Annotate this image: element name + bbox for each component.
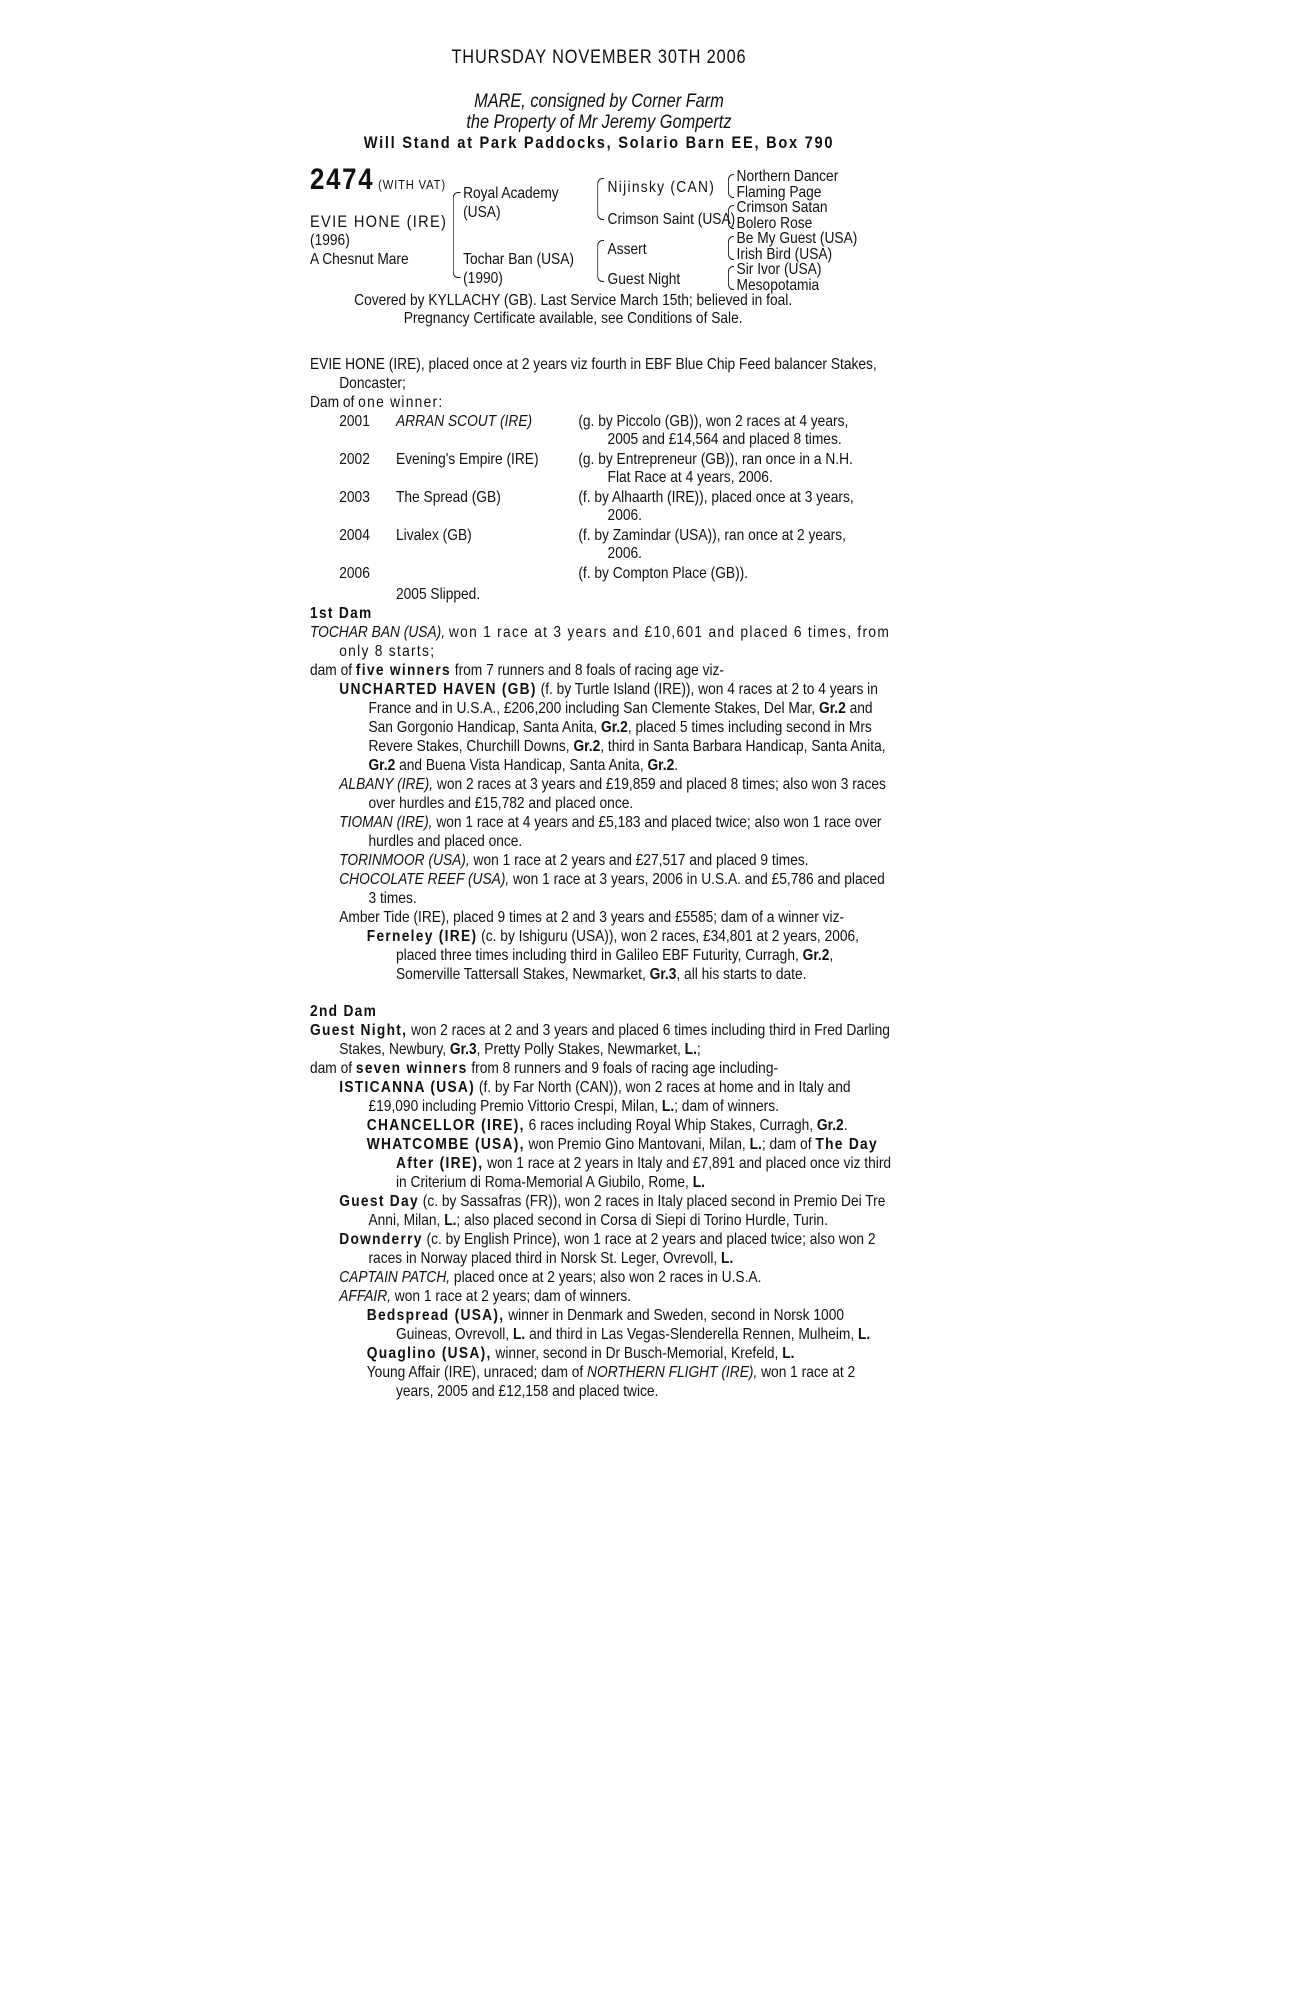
progeny-entry: [310, 813, 895, 851]
ancestor-8: Mesopotamia: [736, 277, 820, 294]
progeny-text: and San Gorgonio Handicap, Santa Anita,: [368, 700, 873, 736]
progeny-text: ; dam of: [761, 1136, 812, 1153]
grand-progeny-entry: [310, 927, 895, 984]
produce-name: The Spread (GB): [396, 489, 501, 506]
progeny-text: winner, second in Dr Busch-Memorial, Krefeld,: [495, 1345, 779, 1362]
horse-name: EVIE HONE (IRE): [310, 212, 448, 231]
lot-heading: [310, 163, 446, 196]
produce-detail: (g. by Piccolo (GB)), won 2 races at 4 years,: [578, 413, 849, 430]
listed-grade: L.: [782, 1345, 795, 1362]
produce-name: Livalex (GB): [396, 527, 472, 544]
winners-rest: from 7 runners and 8 foals of racing age viz-: [454, 662, 724, 679]
winners-rest: from 8 runners and 9 foals of racing age including-: [471, 1060, 779, 1077]
listed-grade: L.: [661, 1098, 675, 1115]
dam-of-label: dam of: [310, 1060, 353, 1077]
first-dam-record-text: won 1 race at 3 years and £10,601 and placed 6 times, from only 8 starts;: [339, 624, 891, 660]
progeny-text: and Buena Vista Handicap, Santa Anita,: [399, 757, 644, 774]
progeny-text: won 1 race at 2 years and £27,517 and placed 9 times.: [473, 852, 809, 869]
progeny-name: TIOMAN (IRE),: [339, 814, 433, 831]
stand-location: Will Stand at Park Paddocks, Solario Barn EE, Box 790: [363, 133, 835, 152]
slipped-note: 2005 Slipped.: [396, 586, 481, 603]
progeny-text: (c. by Ishiguru (USA)), won 2 races, £34,801 at 2 years, 2006, placed three times including third in Galileo EBF Futurity, Curragh,: [396, 928, 860, 964]
progeny-entry: [310, 1287, 895, 1306]
produce-detail-cont: 2006.: [607, 545, 643, 562]
produce-year: 2002: [339, 451, 370, 468]
ancestor-4: Bolero Rose: [736, 215, 813, 232]
progeny-text: winner in Denmark and Sweden, second in Norsk 1000 Guineas, Ovrevoll,: [396, 1307, 844, 1343]
progeny-name: UNCHARTED HAVEN (GB): [339, 681, 537, 698]
progeny-entry: Amber Tide (IRE), placed 9 times at 2 and 3 years and £5585; dam of a winner viz-: [339, 909, 845, 926]
grand-progeny-entry: [310, 1363, 895, 1401]
progeny-name: The Day After (IRE),: [396, 1136, 878, 1172]
winners-count: seven winners: [355, 1060, 468, 1077]
dam-of-line: [310, 393, 895, 412]
first-dam-heading: 1st Dam: [310, 605, 373, 622]
grand-progeny-entry: [310, 1135, 895, 1192]
progeny-text: won 1 race at 2 years; dam of winners.: [394, 1288, 632, 1305]
progeny-entry: [310, 1268, 895, 1287]
group-grade: Gr.3: [649, 966, 677, 983]
listed-grade: L.: [513, 1326, 526, 1343]
produce-section: [310, 355, 895, 604]
first-dam-name: TOCHAR BAN (USA),: [310, 624, 446, 641]
progeny-entry: [310, 870, 895, 908]
listed-grade: L.: [749, 1136, 762, 1153]
second-dam-heading: 2nd Dam: [310, 1003, 378, 1020]
progeny-name: NORTHERN FLIGHT (IRE),: [587, 1364, 758, 1381]
produce-row: [310, 412, 895, 450]
produce-detail-cont: 2005 and £14,564 and placed 8 times.: [607, 431, 842, 448]
second-dam-record: Guest Night, won 2 races at 2 and 3 years and placed 6 times including third in Fred Darling Stakes, Newbury, Gr.3, Pretty Polly Stakes, Newmarket, L.;: [310, 1022, 890, 1058]
vat-note: (WITH VAT): [378, 177, 446, 192]
progeny-text: , placed 5 times including second in Mrs Revere Stakes, Churchill Downs,: [368, 719, 872, 755]
sire-sire: Nijinsky (CAN): [607, 179, 716, 196]
covering-note: [310, 292, 836, 328]
produce-row: [310, 526, 895, 564]
group-grade: Gr.2: [818, 700, 846, 717]
produce-detail-cont: Flat Race at 4 years, 2006.: [607, 469, 773, 486]
winners-count: five winners: [355, 662, 451, 679]
sire-name: Royal Academy: [463, 185, 559, 202]
progeny-name: Quaglino (USA),: [366, 1345, 492, 1362]
produce-row: [310, 488, 895, 526]
progeny-name: Ferneley (IRE): [366, 928, 478, 945]
listed-grade: L.: [684, 1041, 697, 1058]
sire-dam: Crimson Saint (USA): [607, 211, 736, 228]
produce-year: 2001: [339, 413, 370, 430]
produce-name: ARRAN SCOUT (IRE): [396, 413, 533, 430]
ancestor-1: Northern Dancer: [736, 168, 839, 185]
sale-date: THURSDAY NOVEMBER 30TH 2006: [451, 47, 747, 68]
horse-description: A Chesnut Mare: [310, 251, 409, 268]
pedigree-brace: [728, 205, 734, 229]
progeny-text: won 1 race at 4 years and £5,183 and placed twice; also won 1 race over hurdles and placed once.: [368, 814, 882, 850]
ancestor-5: Be My Guest (USA): [736, 230, 858, 247]
first-dam-section: [310, 604, 895, 984]
progeny-entry: [310, 851, 895, 870]
pedigree-brace: [597, 178, 604, 220]
lot-number: 2474: [310, 163, 375, 196]
pedigree-brace: [728, 266, 734, 290]
listed-grade: L.: [692, 1174, 705, 1191]
grand-progeny-entry: [310, 1306, 895, 1344]
group-grade: Gr.2: [816, 1117, 844, 1134]
progeny-text: Young Affair (IRE), unraced; dam of: [366, 1364, 584, 1381]
progeny-text: , all his starts to date.: [676, 966, 807, 983]
progeny-text: ; dam of winners.: [674, 1098, 779, 1115]
progeny-name: Bedspread (USA),: [366, 1307, 505, 1324]
sire-country: (USA): [463, 204, 501, 221]
progeny-name: Guest Day: [339, 1193, 419, 1210]
progeny-name: Downderry: [339, 1231, 423, 1248]
progeny-name: ISTICANNA (USA): [339, 1079, 476, 1096]
grand-progeny-entry: [310, 1344, 895, 1363]
produce-detail-cont: 2006.: [607, 507, 643, 524]
progeny-entry: UNCHARTED HAVEN (GB) (f. by Turtle Island (IRE)), won 4 races at 2 to 4 years in France and in U.S.A., £206,200 including San Clemente Stakes, Del Mar, Gr.2 and San Gorgonio Handicap, Santa Anita, Gr.2, placed 5 times including second in Mrs Revere Stakes, Churchill Downs, Gr.2, third in Santa Barbara Handicap, Santa Anita, Gr.2 and Buena Vista Handicap, Santa Anita, Gr.2.: [339, 681, 886, 774]
first-dam-winners: [310, 661, 895, 680]
group-grade: Gr.2: [573, 738, 601, 755]
pedigree-block: [310, 163, 895, 327]
progeny-text: won Premio Gino Mantovani, Milan,: [528, 1136, 746, 1153]
progeny-entry: [310, 1230, 895, 1268]
dam-name: Tochar Ban (USA): [463, 251, 574, 268]
produce-name: Evening's Empire (IRE): [396, 451, 539, 468]
progeny-text: won 1 race at 2 years, 2005 and £12,158 and placed twice.: [396, 1364, 856, 1400]
progeny-text: won 1 race at 3 years, 2006 in U.S.A. and £5,786 and placed 3 times.: [368, 871, 885, 907]
progeny-entry: [310, 1078, 895, 1116]
progeny-name: TORINMOOR (USA),: [339, 852, 470, 869]
ancestor-7: Sir Ivor (USA): [736, 261, 822, 278]
pregnancy-line: Pregnancy Certificate available, see Conditions of Sale.: [403, 310, 743, 327]
progeny-entry: [310, 1192, 895, 1230]
progeny-text: placed once at 2 years; also won 2 races in U.S.A.: [453, 1269, 762, 1286]
group-grade: Gr.2: [647, 757, 675, 774]
second-dam-name: Guest Night,: [310, 1022, 408, 1039]
group-grade: Gr.2: [802, 947, 830, 964]
progeny-text: 6 races including Royal Whip Stakes, Curragh,: [528, 1117, 814, 1134]
progeny-name: WHATCOMBE (USA),: [366, 1136, 525, 1153]
group-grade: Gr.2: [601, 719, 628, 736]
produce-year: 2006: [339, 565, 370, 582]
first-dam-record: [310, 623, 895, 661]
progeny-text: (f. by Turtle Island (IRE)), won 4 races at 2 to 4 years in France and in U.S.A., £206,200 including San Clemente Stakes, Del Mar,: [368, 681, 878, 717]
produce-detail: (g. by Entrepreneur (GB)), ran once in a N.H.: [578, 451, 853, 468]
ancestor-2: Flaming Page: [736, 184, 822, 201]
dam-of-count: one winner:: [358, 394, 444, 411]
produce-detail: (f. by Zamindar (USA)), ran once at 2 years,: [578, 527, 846, 544]
property-line: the Property of Mr Jeremy Gompertz: [466, 112, 732, 133]
produce-row: [310, 564, 895, 585]
pedigree-brace: [453, 192, 461, 278]
produce-detail: (f. by Alhaarth (IRE)), placed once at 3 years,: [578, 489, 854, 506]
pedigree-brace: [728, 236, 734, 260]
catalogue-page: [310, 48, 895, 1401]
dam-year: (1990): [463, 270, 503, 287]
progeny-text: (c. by Sassafras (FR)), won 2 races in Italy placed second in Premio Dei Tre Anni, Milan,: [368, 1193, 886, 1229]
ancestor-6: Irish Bird (USA): [736, 246, 833, 263]
listed-grade: L.: [444, 1212, 457, 1229]
produce-year: 2003: [339, 489, 370, 506]
ancestor-3: Crimson Satan: [736, 199, 828, 216]
progeny-text: won 2 races at 3 years and £19,859 and placed 8 times; also won 3 races over hurdles and £15,782 and placed once.: [368, 776, 886, 812]
dam-dam: Guest Night: [607, 271, 681, 288]
progeny-name: CHANCELLOR (IRE),: [366, 1117, 525, 1134]
second-dam-section: [310, 1002, 895, 1401]
progeny-text: , Somerville Tattersall Stakes, Newmarket,: [396, 947, 834, 983]
listed-grade: L.: [721, 1250, 734, 1267]
covered-line: Covered by KYLLACHY (GB). Last Service March 15th; believed in foal.: [354, 292, 793, 309]
progeny-name: AFFAIR,: [339, 1288, 391, 1305]
foaling-year: (1996): [310, 232, 350, 249]
second-dam-record-text: , Pretty Polly Stakes, Newmarket,: [476, 1041, 681, 1058]
second-dam-record-text: won 2 races at 2 and 3 years and placed 6 times including third in Fred Darling Stakes, Newbury,: [339, 1022, 890, 1058]
pedigree-brace: [728, 174, 734, 198]
progeny-name: CHOCOLATE REEF (USA),: [339, 871, 510, 888]
race-record: EVIE HONE (IRE), placed once at 2 years viz fourth in EBF Blue Chip Feed balancer Stakes, Doncaster;: [310, 356, 877, 392]
grand-progeny-entry: CHANCELLOR (IRE), 6 races including Royal Whip Stakes, Curragh, Gr.2.: [366, 1117, 848, 1134]
progeny-text: ; also placed second in Corsa di Siepi di Torino Hurdle, Turin.: [456, 1212, 828, 1229]
consignor-line: MARE, consigned by Corner Farm: [474, 91, 724, 112]
dam-sire: Assert: [607, 241, 647, 258]
dam-of-label: dam of: [310, 662, 353, 679]
pedigree-brace: [597, 240, 604, 282]
produce-detail: (f. by Compton Place (GB)).: [578, 565, 749, 582]
progeny-name: CAPTAIN PATCH,: [339, 1269, 451, 1286]
second-dam-winners: [310, 1059, 895, 1078]
progeny-name: ALBANY (IRE),: [339, 776, 434, 793]
listed-grade: L.: [857, 1326, 871, 1343]
progeny-text: , third in Santa Barbara Handicap, Santa Anita,: [600, 738, 886, 755]
dam-of-prefix: Dam of: [310, 394, 355, 411]
group-grade: Gr.3: [449, 1041, 477, 1058]
progeny-text: (f. by Far North (CAN)), won 2 races at home and in Italy and £19,090 including Premio Vittorio Crespi, Milan,: [368, 1079, 851, 1115]
progeny-text: won 1 race at 2 years in Italy and £7,891 and placed once viz third in Criterium di Roma-Memorial A Giubilo, Rome,: [396, 1155, 892, 1191]
group-grade: Gr.2: [368, 757, 396, 774]
progeny-text: and third in Las Vegas-Slenderella Rennen, Mulheim,: [529, 1326, 855, 1343]
produce-year: 2004: [339, 527, 370, 544]
produce-row: [310, 450, 895, 488]
progeny-entry: [310, 775, 895, 813]
progeny-text: (c. by English Prince), won 1 race at 2 years and placed twice; also won 2 races in Norway placed third in Norsk St. Leger, Ovrevoll,: [368, 1231, 876, 1267]
